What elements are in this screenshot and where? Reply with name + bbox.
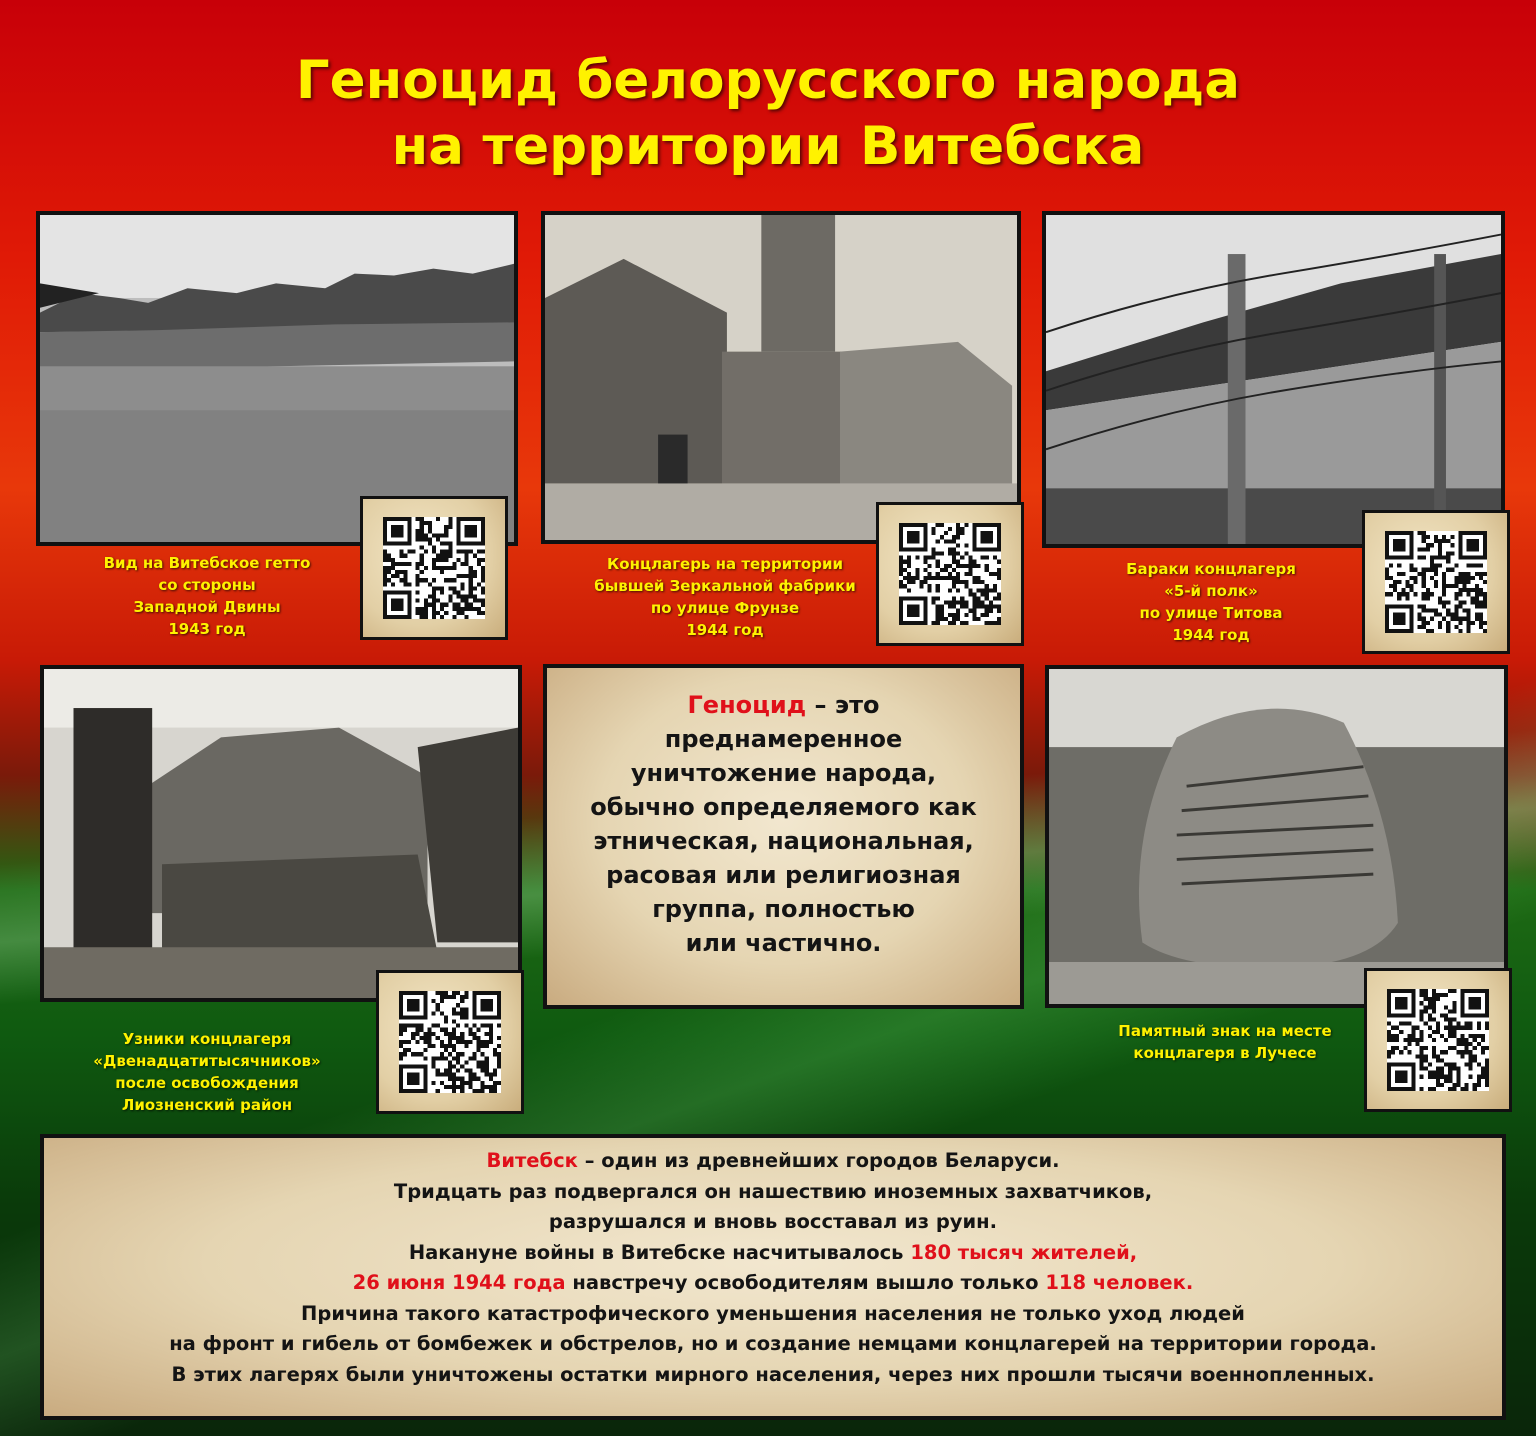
photo-memorial-stone-luchesa (1045, 665, 1508, 1008)
qr-code-icon (383, 517, 485, 619)
photo-barracks-5th-regiment (1042, 211, 1505, 548)
genocide-definition: Геноцид – это преднамеренное уничтожение народа, обычно определяемого как этническая, национальная, расовая или религиозная группа, полностью или частично. (543, 664, 1024, 1009)
photo-caption: Узники концлагеря «Двенадцатитысячников» после освобождения Лиозненский район (93, 1030, 321, 1114)
definition-term: Геноцид (687, 691, 807, 719)
vitebsk-info: Витебск – один из древнейших городов Беларуси. Тридцать раз подвергался он нашествию иноземных захватчиков, разрушался и вновь восставал из руин. Накануне войны в Витебске насчитывалось 180 тысяч жителей, 26 июня 1944 года навстречу освободителям вышло только 118 человек. Причина такого катастрофического уменьшения населения не только уход людей на фронт и гибель от бомбежек и обстрелов, но и создание немцами концлагерей на территории города. В этих лагерях были уничтожены остатки мирного населения, через них прошли тысячи военнопленных. (40, 1134, 1506, 1420)
qr-code-card[interactable] (376, 970, 524, 1114)
title-line-2: на территории Витебска (391, 116, 1145, 177)
qr-code-icon (1385, 531, 1487, 633)
photo-caption: Концлагерь на территории бывшей Зеркальной фабрики по улице Фрунзе 1944 год (594, 555, 856, 639)
photo-caption: Вид на Витебское гетто со стороны Западной Двины 1943 год (103, 554, 311, 638)
qr-code-card[interactable] (360, 496, 508, 640)
city-name: Витебск (486, 1149, 578, 1172)
qr-code-icon (899, 523, 1001, 625)
photo-prisoners-after-liberation (40, 665, 522, 1002)
qr-code-icon (1387, 989, 1489, 1091)
qr-code-icon (399, 991, 501, 1093)
qr-code-card[interactable] (1362, 510, 1510, 654)
poster-title (0, 48, 1536, 180)
photo-caption: Памятный знак на месте концлагеря в Лучесе (1118, 1022, 1332, 1062)
photo-mirror-factory-camp (541, 211, 1021, 544)
photo-caption: Бараки концлагеря «5-й полк» по улице Титова 1944 год (1126, 560, 1296, 644)
title-line-1: Геноцид белорусского народа (295, 50, 1241, 111)
qr-code-card[interactable] (1364, 968, 1512, 1112)
qr-code-card[interactable] (876, 502, 1024, 646)
